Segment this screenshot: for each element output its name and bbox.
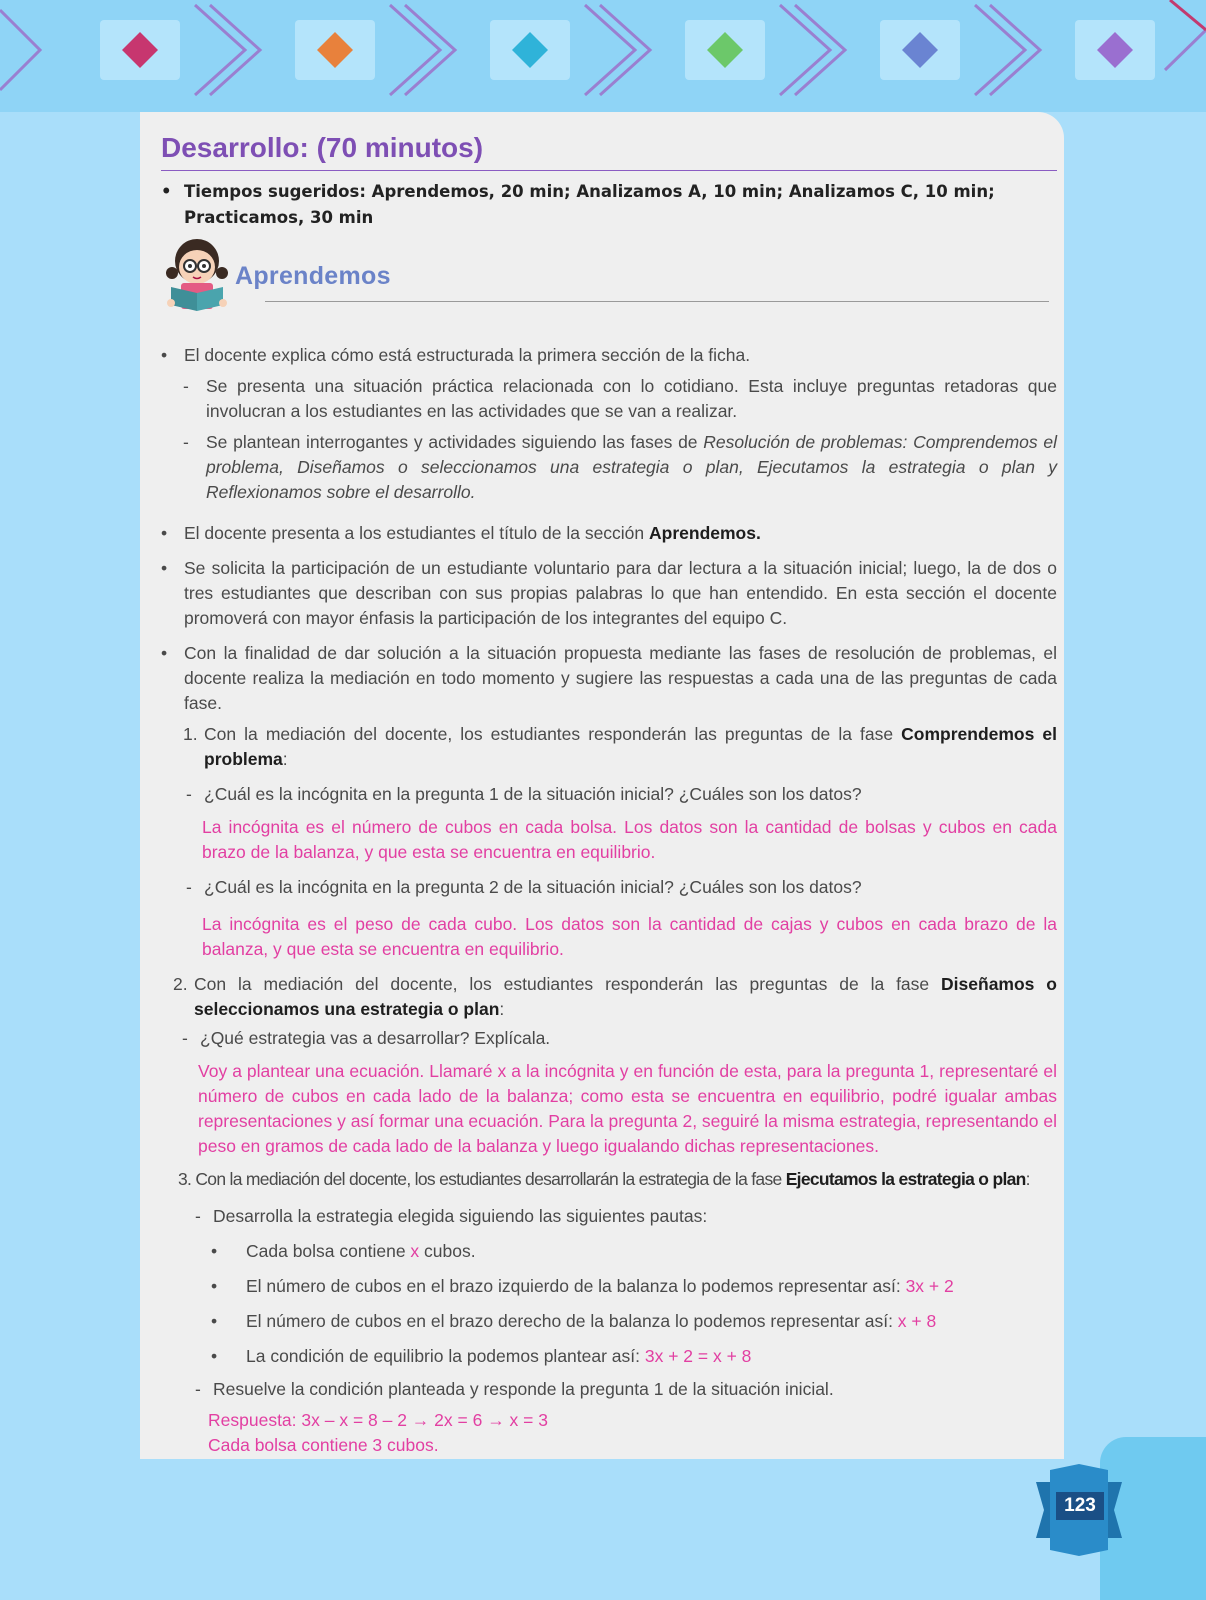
item-text-bold: Ejecutamos la estrategia o plan <box>785 1169 1026 1189</box>
banner-pattern <box>0 0 1206 112</box>
variable-x: x <box>410 1241 420 1261</box>
dash-text-italic: Resolución de problemas: Comprendemos el problema, Diseñamos o seleccionamos una estrategia o plan, Ejecutamos la estrategia o plan y Reflexionamos sobre el desarrollo. <box>206 432 1058 502</box>
guideline-text: El número de cubos en el brazo izquierdo de la balanza lo podemos representar así: <box>246 1276 906 1296</box>
section-header <box>161 235 1057 325</box>
list-item: - Se presenta una situación práctica relacionada con lo cotidiano. Esta incluye preguntas retadoras que involucran a los estudiantes en las actividades que se van a realizar. <box>183 376 1057 421</box>
suggested-times <box>161 179 1057 231</box>
bullet-text: Con la finalidad de dar solución a la situación propuesta mediante las fases de resolución de problemas, el docente realiza la mediación en todo momento y sugiere las respuestas a cada una de las preguntas de cada fase. <box>184 643 1057 713</box>
bullet-text: El docente presenta a los estudiantes el título de la sección <box>184 523 650 543</box>
guideline-intro: - Desarrolla la estrategia elegida siguiendo las siguientes pautas: <box>195 1206 708 1226</box>
answer-text: Voy a plantear una ecuación. Llamaré x a la incógnita y en función de esta, para la pregunta 1, representaré el número de cubos en cada lado de la balanza; como esta se encuentra en equilibrio, podré igualar ambas representaciones y así formar una ecuación. Para la pregunta 2, seguiré la misma estrategia, representando el peso en gramos de cada lado de la balanza y luego igualando dichas representaciones. <box>198 1061 1057 1156</box>
bullet-text-bold: Aprendemos. <box>649 523 761 543</box>
reading-girl-icon <box>163 237 235 311</box>
guideline-text: Desarrolla la estrategia elegida siguiendo las siguientes pautas: <box>213 1206 708 1226</box>
answer-text: La incógnita es el número de cubos en cada bolsa. Los datos son la cantidad de bolsas y cubos en cada brazo de la balanza, y que esta se encuentra en equilibrio. <box>202 817 1057 862</box>
answer-line-1: Respuesta: 3x – x = 8 – 2 → 2x = 6 → x = 3 <box>208 1410 548 1430</box>
question: - ¿Cuál es la incógnita en la pregunta 2 de la situación inicial? ¿Cuáles son los datos? La incógnita es el peso de cada cubo. Los datos son la cantidad de cajas y cubos en cada brazo de la balanza, y que esta se encuentra en equilibrio. <box>156 875 1057 962</box>
guideline-item: • La condición de equilibrio la podemos plantear así: 3x + 2 = x + 8 <box>211 1346 752 1366</box>
item-number: 2. <box>173 974 188 994</box>
final-answer <box>208 1408 1057 1458</box>
numbered-item: 1. Con la mediación del docente, los estudiantes responderán las preguntas de la fase Comprendemos el problema: <box>183 724 1057 769</box>
guideline-text: Cada bolsa contiene <box>246 1241 411 1261</box>
guideline-text: La condición de equilibrio la podemos plantear así: <box>246 1346 645 1366</box>
numbered-item: 3. Con la mediación del docente, los estudiantes desarrollarán la estrategia de la fase Ejecutamos la estrategia o plan: <box>178 1169 1030 1189</box>
bullet-text: Se solicita la participación de un estudiante voluntario para dar lectura a la situación inicial; luego, la de dos o tres estudiantes que describan con sus propias palabras lo que han entendido. En esta sección el docente promoverá con mayor énfasis la participación de los integrantes del equipo C. <box>184 558 1057 628</box>
decorative-banner <box>0 0 1206 112</box>
item-text: Con la mediación del docente, los estudiantes responderán las preguntas de la fase <box>194 974 942 994</box>
section-title: Aprendemos <box>235 262 391 290</box>
dash-text: Se presenta una situación práctica relacionada con lo cotidiano. Esta incluye preguntas retadoras que involucran a los estudiantes en las actividades que se van a realizar. <box>206 376 1057 421</box>
expression: x + 8 <box>897 1311 937 1331</box>
suggested-times-line-2: Practicamos, 30 min <box>184 208 374 227</box>
item-text-bold: Comprendemos el problema <box>204 724 1057 769</box>
question-text: ¿Cuál es la incógnita en la pregunta 2 de la situación inicial? ¿Cuáles son los datos? <box>204 877 862 897</box>
item-number: 1. <box>183 724 198 744</box>
list-item: • El docente presenta a los estudiantes el título de la sección Aprendemos. <box>161 523 761 543</box>
list-item: - Se plantean interrogantes y actividades siguiendo las fases de Resolución de problemas: Comprendemos el problema, Diseñamos o seleccionamos una estrategia o plan, Ejecutamos la estrategia o plan y Reflexionamos sobre el desarrollo. <box>183 432 1058 502</box>
numbered-item: 2. Con la mediación del docente, los estudiantes responderán las preguntas de la fase Diseñamos o seleccionamos una estrategia o plan: <box>173 974 1057 1019</box>
list-item: • Se solicita la participación de un estudiante voluntario para dar lectura a la situación inicial; luego, la de dos o tres estudiantes que describan con sus propias palabras lo que han entendido. En esta sección el docente promoverá con mayor énfasis la participación de los integrantes del equipo C. <box>161 558 1057 628</box>
bullet-text: El docente explica cómo está estructurada la primera sección de la ficha. <box>184 345 751 365</box>
suggested-times-line-1: Tiempos sugeridos: Aprendemos, 20 min; Analizamos A, 10 min; Analizamos C, 10 min; <box>184 182 995 201</box>
answer-line-2: Cada bolsa contiene 3 cubos. <box>208 1435 439 1455</box>
question-text: ¿Cuál es la incógnita en la pregunta 1 de la situación inicial? ¿Cuáles son los datos? <box>204 784 862 804</box>
guideline-item: • El número de cubos en el brazo izquierdo de la balanza lo podemos representar así: 3x + 2 <box>211 1276 954 1296</box>
question: - ¿Cuál es la incógnita en la pregunta 1 de la situación inicial? ¿Cuáles son los datos? La incógnita es el número de cubos en cada bolsa. Los datos son la cantidad de bolsas y cubos en cada brazo de la balanza, y que esta se encuentra en equilibrio. <box>156 782 1057 865</box>
guideline-item: • Cada bolsa contiene x cubos. <box>211 1241 476 1261</box>
item-text: Con la mediación del docente, los estudiantes responderán las preguntas de la fase <box>204 724 902 744</box>
list-item: • Con la finalidad de dar solución a la situación propuesta mediante las fases de resolución de problemas, el docente realiza la mediación en todo momento y sugiere las respuestas a cada una de las preguntas de cada fase. <box>161 643 1057 713</box>
guideline-item: • El número de cubos en el brazo derecho de la balanza lo podemos representar así: x + 8 <box>211 1311 937 1331</box>
item-text-bold: Diseñamos o seleccionamos una estrategia o plan <box>194 974 1057 1019</box>
question: - ¿Qué estrategia vas a desarrollar? Explícala. Voy a plantear una ecuación. Llamaré x a la incógnita y en función de esta, para la pregunta 1, representaré el número de cubos en cada lado de la balanza; como esta se encuentra en equilibrio, podré igualar ambas representaciones y así formar una ecuación. Para la pregunta 2, seguiré la misma estrategia, representando el peso en gramos de cada lado de la balanza y luego igualando dichas representaciones. <box>152 1026 1057 1159</box>
guideline-text: cubos. <box>419 1241 476 1261</box>
answer-text: La incógnita es el peso de cada cubo. Los datos son la cantidad de cajas y cubos en cada brazo de la balanza, y que esta se encuentra en equilibrio. <box>202 914 1057 959</box>
guideline-text: El número de cubos en el brazo derecho de la balanza lo podemos representar así: <box>246 1311 898 1331</box>
item-text: 3. Con la mediación del docente, los estudiantes desarrollarán la estrategia de la fase <box>178 1169 786 1189</box>
question-text: Resuelve la condición planteada y responde la pregunta 1 de la situación inicial. <box>213 1379 834 1399</box>
expression: 3x + 2 <box>905 1276 954 1296</box>
question-text: ¿Qué estrategia vas a desarrollar? Explícala. <box>200 1028 551 1048</box>
page-title: Desarrollo: (70 minutos) <box>161 128 1057 171</box>
page-number: 123 <box>1056 1492 1104 1520</box>
question: - Resuelve la condición planteada y responde la pregunta 1 de la situación inicial. Respuesta: 3x – x = 8 – 2 → 2x = 6 → x = 3 Cada bolsa contiene 3 cubos. <box>165 1377 1057 1458</box>
dash-text: Se plantean interrogantes y actividades siguiendo las fases de <box>206 432 704 452</box>
page-content <box>161 128 1057 1458</box>
section-divider <box>265 301 1049 302</box>
expression: 3x + 2 = x + 8 <box>644 1346 752 1366</box>
list-item: • El docente explica cómo está estructurada la primera sección de la ficha. <box>161 345 751 365</box>
